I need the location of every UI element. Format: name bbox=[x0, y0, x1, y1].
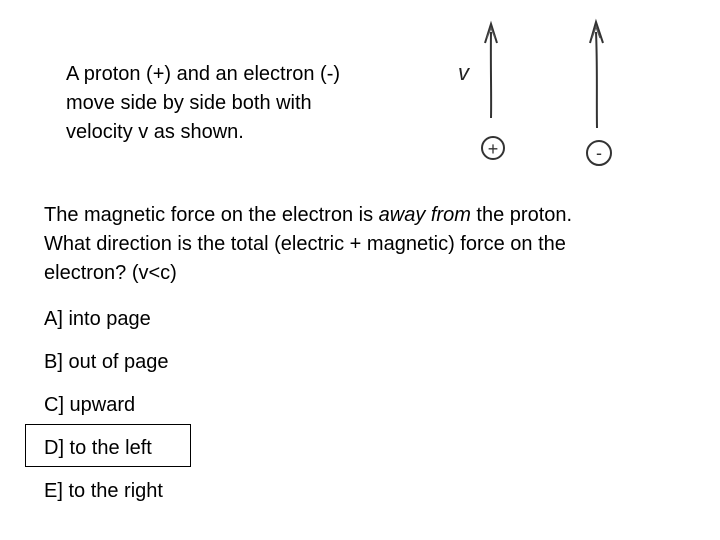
option-a[interactable]: A] into page bbox=[44, 308, 151, 330]
particle-sketch bbox=[450, 10, 630, 190]
question-text bbox=[44, 201, 704, 288]
question-line-2: What direction is the total (electric + magnetic) force on the bbox=[44, 233, 566, 255]
intro-text bbox=[66, 60, 426, 147]
intro-line-2: move side by side both with bbox=[66, 92, 312, 114]
question-line-1: The magnetic force on the electron is away from the proton. bbox=[44, 204, 573, 226]
option-b[interactable]: B] out of page bbox=[44, 351, 169, 373]
option-c[interactable]: C] upward bbox=[44, 394, 136, 416]
svg-text:-: - bbox=[596, 143, 602, 163]
intro-line-3: velocity v as shown. bbox=[66, 121, 244, 143]
intro-line-1: A proton (+) and an electron (-) bbox=[66, 63, 341, 85]
velocity-label: v bbox=[458, 60, 469, 85]
option-d[interactable]: D] to the left bbox=[44, 437, 152, 459]
electron-arrow-icon bbox=[590, 22, 603, 128]
proton-arrow-icon bbox=[485, 24, 497, 118]
emphasis-away-from: away from bbox=[378, 204, 471, 226]
electron-symbol bbox=[587, 141, 611, 165]
option-e[interactable]: E] to the right bbox=[44, 480, 163, 502]
svg-text:+: + bbox=[487, 139, 499, 159]
proton-symbol bbox=[482, 137, 504, 159]
question-line-3: electron? (v<c) bbox=[44, 262, 177, 284]
